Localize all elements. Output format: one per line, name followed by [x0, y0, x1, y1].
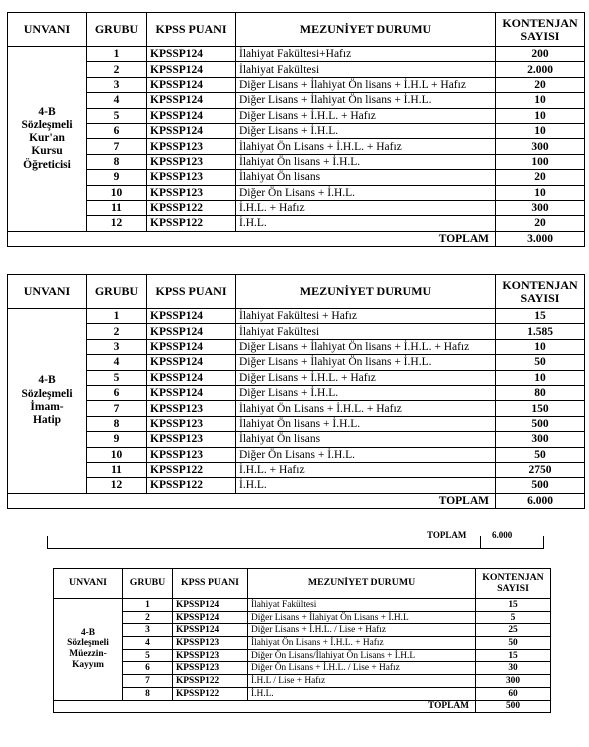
header-kontenjan-sayisi — [496, 13, 585, 47]
grup-cell: 2 — [87, 62, 147, 77]
table-row — [8, 385, 585, 400]
header-mezuniyet-durumu: MEZUNİYET DURUMU — [236, 13, 496, 47]
mezuniyet-cell: Diğer Ön Lisans + İ.H.L. — [236, 185, 496, 200]
kpss-cell: KPSSP124 — [147, 108, 236, 123]
header-kontenjan-sayisi — [496, 275, 585, 309]
toplam-value: 6.000 — [496, 493, 585, 508]
kpss-cell: KPSSP124 — [147, 324, 236, 339]
total-row — [54, 700, 551, 713]
grup-cell: 1 — [87, 309, 147, 324]
grup-cell: 2 — [87, 324, 147, 339]
kuran-kursu-table — [7, 12, 585, 247]
muezzin-kayyim-table — [53, 568, 551, 713]
kpss-cell: KPSSP124 — [147, 385, 236, 400]
table-row — [8, 432, 585, 447]
grup-cell: 3 — [87, 77, 147, 92]
cropped-total-fragment — [47, 530, 544, 550]
table-row — [54, 611, 551, 624]
kontenjan-cell: 300 — [496, 432, 585, 447]
fragment-toplam-label: TOPLAM — [427, 530, 467, 540]
unvan-line: 4-B — [80, 627, 96, 638]
unvan-line: Kursu — [31, 145, 63, 158]
unvan-line: Kur'an — [29, 132, 65, 145]
kpss-cell: KPSSP123 — [147, 154, 236, 169]
table-row — [8, 324, 585, 339]
grup-cell: 5 — [87, 108, 147, 123]
grup-cell: 8 — [123, 687, 173, 700]
unvan-line: Sözleşmeli — [21, 119, 73, 132]
grup-cell: 7 — [123, 675, 173, 688]
kpss-cell: KPSSP124 — [147, 355, 236, 370]
kontenjan-cell: 60 — [476, 687, 551, 700]
kpss-cell: KPSSP124 — [173, 624, 248, 637]
kpss-cell: KPSSP124 — [147, 370, 236, 385]
table-row — [54, 649, 551, 662]
header-grubu: GRUBU — [87, 13, 147, 47]
mezuniyet-cell: Diğer Lisans + İ.H.L. / Lise + Hafız — [248, 624, 476, 637]
grup-cell: 11 — [87, 462, 147, 477]
mezuniyet-cell: İ.H.L. + Hafız — [236, 462, 496, 477]
kpss-cell: KPSSP124 — [147, 339, 236, 354]
header-kontenjan-line: KONTENJAN — [502, 277, 578, 292]
table-row — [8, 447, 585, 462]
unvan-line: Sözleşmeli — [67, 638, 109, 649]
table-row — [8, 154, 585, 169]
table-row — [54, 599, 551, 612]
grup-cell: 4 — [87, 93, 147, 108]
grup-cell: 7 — [87, 401, 147, 416]
unvan-line: Sözleşmeli — [21, 387, 73, 400]
kpss-cell: KPSSP122 — [147, 200, 236, 215]
mezuniyet-cell: İ.H.L / Lise + Hafız — [248, 675, 476, 688]
kpss-cell: KPSSP123 — [173, 649, 248, 662]
unvan-line: Kayyım — [72, 660, 104, 671]
kontenjan-cell: 300 — [496, 139, 585, 154]
toplam-value: 500 — [476, 700, 551, 713]
mezuniyet-cell: İlahiyat Fakültesi — [236, 62, 496, 77]
toplam-label: TOPLAM — [8, 493, 496, 508]
grup-cell: 8 — [87, 416, 147, 431]
mezuniyet-cell: İ.H.L. — [236, 216, 496, 231]
header-mezuniyet-durumu: MEZUNİYET DURUMU — [236, 275, 496, 309]
table-row — [8, 339, 585, 354]
mezuniyet-cell: Diğer Lisans + İ.H.L. + Hafız — [236, 108, 496, 123]
kontenjan-cell: 10 — [496, 123, 585, 138]
grup-cell: 6 — [123, 662, 173, 675]
imam-hatip-table — [7, 274, 585, 509]
table-row — [8, 47, 585, 62]
mezuniyet-cell: İlahiyat Ön lisans + İ.H.L. — [236, 154, 496, 169]
table-row — [54, 624, 551, 637]
unvan-line: Hatip — [32, 414, 62, 427]
kontenjan-cell: 2750 — [496, 462, 585, 477]
mezuniyet-cell: Diğer Ön Lisans + İ.H.L. — [236, 447, 496, 462]
fragment-toplam-value: 6.000 — [492, 530, 513, 540]
table-row — [8, 478, 585, 493]
kpss-cell: KPSSP122 — [173, 675, 248, 688]
mezuniyet-cell: İlahiyat Ön Lisans + İ.H.L. + Hafız — [236, 401, 496, 416]
table-row — [8, 200, 585, 215]
kpss-cell: KPSSP123 — [147, 185, 236, 200]
kpss-cell: KPSSP123 — [173, 662, 248, 675]
grup-cell: 6 — [87, 385, 147, 400]
kontenjan-cell: 5 — [476, 611, 551, 624]
kpss-cell: KPSSP124 — [147, 123, 236, 138]
grup-cell: 5 — [123, 649, 173, 662]
table-row — [8, 93, 585, 108]
mezuniyet-cell: Diğer Lisans + İ.H.L. + Hafız — [236, 370, 496, 385]
header-unvan: UNVANI — [8, 13, 87, 47]
unvan-cell — [8, 309, 87, 494]
unvan-line: 4-B — [38, 105, 56, 118]
table-row — [8, 185, 585, 200]
kpss-cell: KPSSP123 — [147, 170, 236, 185]
kontenjan-cell: 1.585 — [496, 324, 585, 339]
unvan-line: 4-B — [38, 374, 56, 387]
header-sayisi-line: SAYISI — [497, 582, 529, 594]
mezuniyet-cell: İlahiyat Ön lisans — [236, 170, 496, 185]
grup-cell: 5 — [87, 370, 147, 385]
grup-cell: 10 — [87, 447, 147, 462]
kpss-cell: KPSSP123 — [173, 637, 248, 650]
mezuniyet-cell: Diğer Lisans + İlahiyat Ön lisans + İ.H.L. + Hafız — [236, 339, 496, 354]
grup-cell: 8 — [87, 154, 147, 169]
toplam-label: TOPLAM — [54, 700, 476, 713]
grup-cell: 9 — [87, 170, 147, 185]
unvan-line: Öğreticisi — [23, 158, 71, 171]
mezuniyet-cell: İ.H.L. + Hafız — [236, 200, 496, 215]
table-row — [8, 401, 585, 416]
kontenjan-cell: 150 — [496, 401, 585, 416]
grup-cell: 4 — [123, 637, 173, 650]
header-kontenjan-sayisi — [476, 569, 551, 599]
mezuniyet-cell: Diğer Ön Lisans + İ.H.L. / Lise + Hafız — [248, 662, 476, 675]
kpss-cell: KPSSP124 — [147, 62, 236, 77]
kpss-cell: KPSSP124 — [147, 93, 236, 108]
header-mezuniyet-durumu: MEZUNİYET DURUMU — [248, 569, 476, 599]
grup-cell: 12 — [87, 478, 147, 493]
mezuniyet-cell: İlahiyat Fakültesi + Hafız — [236, 309, 496, 324]
kontenjan-cell: 15 — [476, 599, 551, 612]
kpss-cell: KPSSP124 — [147, 47, 236, 62]
header-row — [8, 275, 585, 309]
header-kpss-puani: KPSS PUANI — [147, 13, 236, 47]
mezuniyet-cell: İlahiyat Ön Lisans + İ.H.L. + Hafız — [236, 139, 496, 154]
mezuniyet-cell: İlahiyat Fakültesi — [236, 324, 496, 339]
table-row — [8, 416, 585, 431]
kontenjan-cell: 50 — [496, 355, 585, 370]
kontenjan-cell: 20 — [496, 170, 585, 185]
kpss-cell: KPSSP122 — [147, 462, 236, 477]
kontenjan-cell: 10 — [496, 339, 585, 354]
mezuniyet-cell: Diğer Lisans + İlahiyat Ön Lisans + İ.H.L — [248, 611, 476, 624]
table-row — [54, 637, 551, 650]
kpss-cell: KPSSP122 — [173, 687, 248, 700]
kontenjan-cell: 15 — [476, 649, 551, 662]
table-row — [8, 216, 585, 231]
kpss-cell: KPSSP123 — [147, 447, 236, 462]
kpss-cell: KPSSP124 — [173, 611, 248, 624]
table-row — [8, 123, 585, 138]
kpss-cell: KPSSP123 — [147, 139, 236, 154]
grup-cell: 9 — [87, 432, 147, 447]
mezuniyet-cell: İlahiyat Fakültesi — [248, 599, 476, 612]
kpss-cell: KPSSP123 — [147, 401, 236, 416]
header-sayisi-line: SAYISI — [520, 290, 560, 305]
kontenjan-cell: 300 — [496, 200, 585, 215]
grup-cell: 2 — [123, 611, 173, 624]
mezuniyet-cell: Diğer Lisans + İ.H.L. — [236, 123, 496, 138]
toplam-value: 3.000 — [496, 231, 585, 246]
table-row — [8, 309, 585, 324]
kpss-cell: KPSSP122 — [147, 216, 236, 231]
kpss-cell: KPSSP123 — [147, 432, 236, 447]
table-row — [54, 675, 551, 688]
header-row — [54, 569, 551, 599]
grup-cell: 3 — [123, 624, 173, 637]
header-row — [8, 13, 585, 47]
mezuniyet-cell: İlahiyat Ön lisans — [236, 432, 496, 447]
mezuniyet-cell: İ.H.L. — [236, 478, 496, 493]
mezuniyet-cell: İlahiyat Ön lisans + İ.H.L. — [236, 416, 496, 431]
unvan-line: Müezzin- — [69, 649, 107, 660]
total-row — [8, 231, 585, 246]
kontenjan-cell: 50 — [496, 447, 585, 462]
header-unvan: UNVANI — [8, 275, 87, 309]
kpss-cell: KPSSP124 — [147, 309, 236, 324]
header-unvan: UNVANI — [54, 569, 123, 599]
header-kontenjan-line: KONTENJAN — [482, 572, 544, 584]
header-sayisi-line: SAYISI — [520, 28, 560, 43]
mezuniyet-cell: Diğer Lisans + İlahiyat Ön lisans + İ.H.L + Hafız — [236, 77, 496, 92]
grup-cell: 6 — [87, 123, 147, 138]
table-row — [8, 170, 585, 185]
kontenjan-cell: 15 — [496, 309, 585, 324]
mezuniyet-cell: İ.H.L. — [248, 687, 476, 700]
grup-cell: 4 — [87, 355, 147, 370]
grup-cell: 11 — [87, 200, 147, 215]
kontenjan-cell: 2.000 — [496, 62, 585, 77]
kontenjan-cell: 30 — [476, 662, 551, 675]
kpss-cell: KPSSP123 — [147, 416, 236, 431]
kontenjan-cell: 100 — [496, 154, 585, 169]
kontenjan-cell: 500 — [496, 416, 585, 431]
kpss-cell: KPSSP122 — [147, 478, 236, 493]
kontenjan-cell: 10 — [496, 370, 585, 385]
kontenjan-cell: 80 — [496, 385, 585, 400]
mezuniyet-cell: Diğer Ön Lisans/İlahiyat Ön Lisans + İ.H.L — [248, 649, 476, 662]
grup-cell: 1 — [123, 599, 173, 612]
unvan-cell — [8, 47, 87, 232]
toplam-label: TOPLAM — [8, 231, 496, 246]
header-kpss-puani: KPSS PUANI — [147, 275, 236, 309]
kontenjan-cell: 20 — [496, 216, 585, 231]
grup-cell: 3 — [87, 339, 147, 354]
table-row — [54, 662, 551, 675]
grup-cell: 7 — [87, 139, 147, 154]
kontenjan-cell: 10 — [496, 108, 585, 123]
mezuniyet-cell: İlahiyat Fakültesi+Hafız — [236, 47, 496, 62]
kontenjan-cell: 200 — [496, 47, 585, 62]
header-kontenjan-line: KONTENJAN — [502, 15, 578, 30]
table-row — [8, 62, 585, 77]
table-row — [8, 355, 585, 370]
mezuniyet-cell: Diğer Lisans + İ.H.L. — [236, 385, 496, 400]
table-row — [8, 370, 585, 385]
grup-cell: 10 — [87, 185, 147, 200]
kontenjan-cell: 300 — [476, 675, 551, 688]
table-row — [8, 139, 585, 154]
kontenjan-cell: 10 — [496, 93, 585, 108]
mezuniyet-cell: İlahiyat Ön Lisans + İ.H.L. + Hafız — [248, 637, 476, 650]
mezuniyet-cell: Diğer Lisans + İlahiyat Ön lisans + İ.H.L. — [236, 355, 496, 370]
kpss-cell: KPSSP124 — [173, 599, 248, 612]
kontenjan-cell: 50 — [476, 637, 551, 650]
table-row — [8, 108, 585, 123]
kpss-cell: KPSSP124 — [147, 77, 236, 92]
unvan-line: İmam- — [30, 400, 64, 413]
header-grubu: GRUBU — [87, 275, 147, 309]
kontenjan-cell: 20 — [496, 77, 585, 92]
grup-cell: 1 — [87, 47, 147, 62]
kontenjan-cell: 25 — [476, 624, 551, 637]
kontenjan-cell: 500 — [496, 478, 585, 493]
kontenjan-cell: 10 — [496, 185, 585, 200]
grup-cell: 12 — [87, 216, 147, 231]
total-row — [8, 493, 585, 508]
table-row — [8, 77, 585, 92]
table-row — [8, 462, 585, 477]
header-grubu: GRUBU — [123, 569, 173, 599]
mezuniyet-cell: Diğer Lisans + İlahiyat Ön lisans + İ.H.L. — [236, 93, 496, 108]
table-row — [54, 687, 551, 700]
header-kpss-puani: KPSS PUANI — [173, 569, 248, 599]
unvan-cell — [54, 599, 123, 701]
